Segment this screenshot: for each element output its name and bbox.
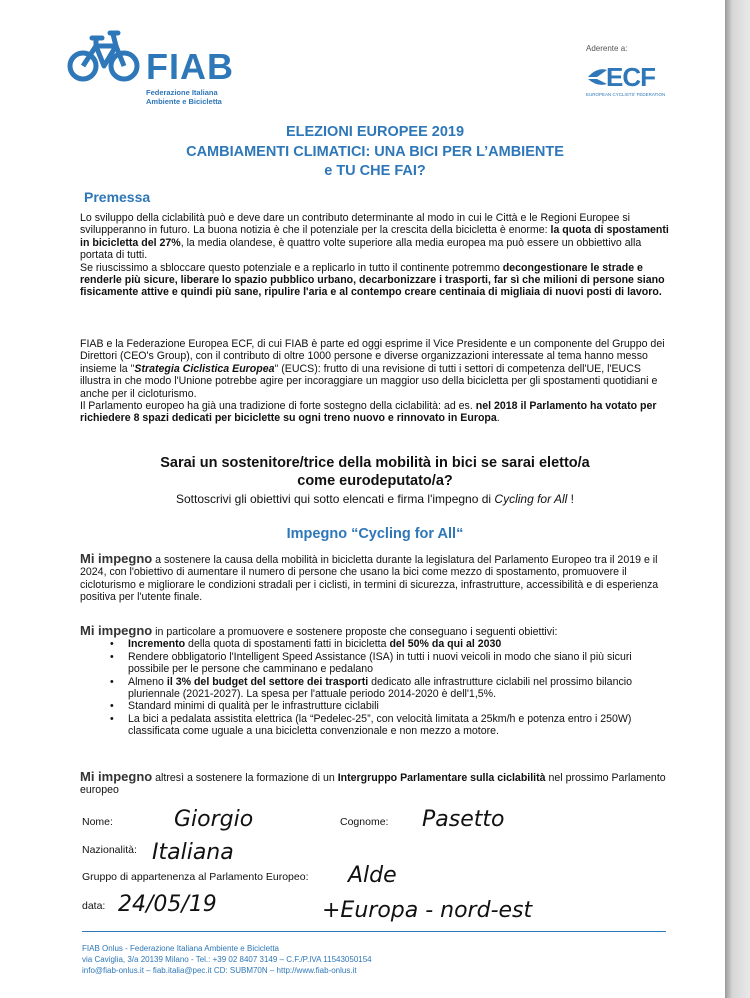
- goal-item: • Standard minimi di qualità per le infrastrutture ciclabili: [104, 700, 664, 712]
- gruppo-label: Gruppo di appartenenza al Parlamento Europeo:: [82, 871, 309, 883]
- data-value: 24/05/19: [118, 892, 217, 917]
- viewer-background: [725, 0, 750, 998]
- nazionalita-value: Italiana: [152, 840, 234, 865]
- cognome-value: Pasetto: [422, 807, 505, 832]
- footer-divider: [82, 931, 666, 932]
- nome-value: Giorgio: [174, 807, 254, 832]
- question-line1: Sarai un sostenitore/trice della mobilità in bici se sarai eletto/a: [160, 455, 590, 471]
- title-line3: e TU CHE FAI?: [324, 163, 426, 179]
- footer: [82, 943, 372, 976]
- title-line1: ELEZIONI EUROPEE 2019: [285, 124, 465, 140]
- nome-label: Nome:: [82, 816, 113, 828]
- ecf-wing-icon: [586, 67, 608, 87]
- bicycle-logo-icon: [66, 28, 142, 84]
- footer-line2: via Caviglia, 3/a 20139 Milano - Tel.: +39 02 8407 3149 – C.F./P.IVA 11543050154: [82, 955, 372, 964]
- premessa-paragraph-1: Lo sviluppo della ciclabilità può e deve dare un contributo determinante al modo in cui le Città e le Regioni Europee si svilupperanno in futuro. La buona notizia è che il potenziale per la crescita della bicicletta è enorme: la quota di spostamenti in bicicletta del 27%, la media olandese, è quattro volte superiore alla media europea ma può essere un obbiettivo alla portata di tutti. Se riuscissimo a sbloccare questo potenziale e a replicarlo in tutto il continente potremmo decongestionare le strade e renderle più sicure, liberare lo spazio pubblico urbano, decarbonizzare i trasporti, far sì che milioni di persone siano fisicamente attive e quindi più sane, ripulire l'aria e al contempo creare centinaia di migliaia di nuovi posti di lavoro.: [80, 212, 669, 299]
- data-label: data:: [82, 900, 106, 912]
- gruppo-value: Alde: [348, 863, 397, 888]
- title-line2: CAMBIAMENTI CLIMATICI: UNA BICI PER L’AMBIENTE: [186, 144, 564, 160]
- ecf-logo-subtitle: EUROPEAN CYCLISTS' FEDERATION: [586, 92, 666, 97]
- logo-subtitle-line2: Ambiente e Bicicletta: [146, 97, 222, 106]
- logo-subtitle: [146, 88, 222, 106]
- goal-item: • Almeno il 3% del budget del settore dei trasporti dedicato alle infrastrutture ciclabili nel prossimo bilancio pluriennale (2021-2027). La spesa per l'attuale periodo 2014-2020 è dell'1,5%.: [104, 676, 664, 701]
- goal-item: • Rendere obbligatorio l'Intelligent Speed Assistance (ISA) in tutti i nuovi veicoli in modo che siano il più sicuri possibile per le persone che camminano e pedalano: [104, 651, 664, 676]
- impegno-paragraph-3: Mi impegno altresì a sostenere la formazione di un Intergruppo Parlamentare sulla ciclabilità nel prossimo Parlamento europeo: [80, 769, 666, 797]
- nazionalita-label: Nazionalità:: [82, 844, 137, 856]
- premessa-paragraph-2: FIAB e la Federazione Europea ECF, di cui FIAB è parte ed oggi esprime il Vice Presidente e un componente del Gruppo dei Direttori (CEO's Group), con il contributo di oltre 1000 persone e diverse organizzazioni interessate al tema hanno messo insieme la "Strategia Ciclistica Europea" (EUCS): frutto di una revisione di tutti i settori di competenza dell'UE, l'EUCS illustra in che modo l'Unione potrebbe agire per incoraggiare un maggior uso della bicicletta per gli spostamenti quotidiani e anche per il cicloturismo. Il Parlamento europeo ha già una tradizione di forte sostegno della ciclabilità: ad es. nel 2018 il Parlamento ha votato per richiedere 8 spazi dedicati per biciclette su ogni treno nuovo e rinnovato in Europa.: [80, 338, 665, 425]
- goal-item: • Incremento della quota di spostamenti fatti in bicicletta del 50% da qui al 2030: [104, 638, 664, 650]
- impegno-paragraph-2: Mi impegno in particolare a promuovere e sostenere proposte che conseguano i seguenti obiettivi: • Incremento della quota di spostamenti fatti in bicicletta del 50% da qui al 2030 • Rendere obbligatorio l'Intelligent Speed Assistance (ISA) in tutti i nuovi veicoli in modo che siano il più sicuri possibile per le persone che camminano e pedalano • Almeno il 3% del budget del settore dei trasporti dedicato alle infrastrutture ciclabili nel prossimo bilancio pluriennale (2021-2027). La spesa per l'attuale periodo 2014-2020 è dell'1,5%. • Standard minimi di qualità per le infrastrutture ciclabili • La bici a pedalata assistita elettrica (la “Pedelec-25”, con velocità limitata a 25km/h e potenza entro i 250W) classificata come uguale a una bicicletta convenzionale e non mezzo a motore.: [80, 625, 670, 738]
- goals-list: [104, 638, 664, 737]
- ecf-logo-text: ECF: [606, 62, 655, 92]
- extra-value: +Europa - nord-est: [322, 898, 533, 923]
- goal-item: • La bici a pedalata assistita elettrica (la “Pedelec-25”, con velocità limitata a 25km/h e potenza entro i 250W) classificata come uguale a una bicicletta convenzionale e non mezzo a motore.: [104, 713, 664, 738]
- logo-name: FIAB: [146, 46, 234, 87]
- premessa-heading: Premessa: [84, 189, 151, 205]
- question-subtitle: Sottoscrivi gli obiettivi qui sotto elencati e firma l'impegno di Cycling for All !: [175, 492, 575, 506]
- aderente-label: Aderente a:: [586, 44, 628, 53]
- impegno-paragraph-1: Mi impegno a sostenere la causa della mobilità in bicicletta durante la legislatura del Parlamento Europeo tra il 2019 e il 2024, con l'obiettivo di aumentare il numero di persone che usano la bici come mezzo di spostamento, promuovere il cicloturismo e migliorare le condizioni stradali per i ciclisti, in termini di sicurezza, infrastrutture, accessibilità e di esperienza positiva per l'utente finale.: [80, 551, 659, 604]
- footer-line1: FIAB Onlus - Federazione Italiana Ambiente e Bicicletta: [82, 944, 279, 953]
- question-heading: [80, 454, 670, 490]
- footer-line3: info@fiab-onlus.it – fiab.italia@pec.it CD: SUBM70N – http://www.fiab-onlus.it: [82, 966, 357, 975]
- logo-subtitle-line1: Federazione Italiana: [146, 88, 218, 97]
- question-line2: come eurodeputato/a?: [297, 473, 453, 489]
- cognome-label: Cognome:: [340, 816, 389, 828]
- impegno-heading: Impegno “Cycling for All“: [286, 526, 464, 542]
